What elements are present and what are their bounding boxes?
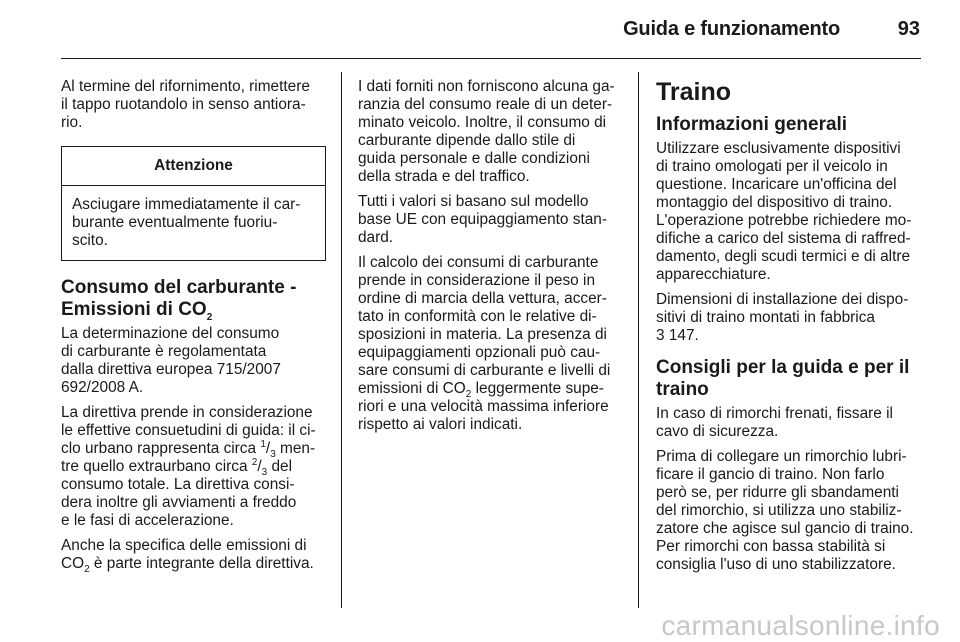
text-run: clo urbano rappresenta circa xyxy=(61,440,261,457)
text-line: dera inoltre gli avviamenti a freddo xyxy=(61,494,297,511)
subscript: 3 xyxy=(261,467,268,479)
text-line xyxy=(61,555,326,576)
text-line: difiche a carico del sistema di raffred- xyxy=(656,230,911,247)
warning-box-body xyxy=(62,186,325,260)
text-line: Dimensioni di installazione dei dispo- xyxy=(656,291,909,308)
text-line: base UE con equipaggiamento stan- xyxy=(358,211,607,228)
text-line: L'operazione potrebbe richiedere mo- xyxy=(656,212,912,229)
section-title: Guida e funzionamento xyxy=(623,18,840,40)
text-line: consumo totale. La direttiva consi- xyxy=(61,476,295,493)
text-line: il tappo ruotandolo in senso antiora- xyxy=(61,96,306,113)
text-line: di traino omologati per il veicolo in xyxy=(656,158,888,175)
heading-line: Informazioni generali xyxy=(656,114,848,135)
text-run: emissioni di CO xyxy=(358,380,466,397)
heading-line: Consumo del carburante - xyxy=(61,277,297,298)
text-line: però se, per ridurre gli sbandamenti xyxy=(656,484,899,501)
text-line: minato veicolo. Inoltre, il consumo di xyxy=(358,114,607,131)
text-line xyxy=(61,456,326,479)
text-line: riori e una velocità massima inferiore xyxy=(358,398,609,415)
text-line: Tutti i valori si basano sul modello xyxy=(358,193,589,210)
superscript: 2 xyxy=(251,456,258,468)
consumption-paragraph-1 xyxy=(61,325,326,397)
towing-title: Traino xyxy=(656,78,732,106)
text-line: rispetto ai valori indicati. xyxy=(358,416,523,433)
text-line: del rimorchio, si utilizza uno stabiliz- xyxy=(656,502,902,519)
lubrication-paragraph xyxy=(656,448,921,574)
text-line: Anche la specifica delle emissioni di xyxy=(61,537,307,554)
refuel-paragraph xyxy=(61,78,326,132)
subscript: 2 xyxy=(206,311,213,323)
text-line: La determinazione del consumo xyxy=(61,325,280,342)
text-line: zatore che agisce sul gancio di traino. xyxy=(656,520,914,537)
heading-line xyxy=(61,299,326,321)
text-line: ficare il gancio di traino. Non farlo xyxy=(656,466,885,483)
superscript: 1 xyxy=(260,438,266,450)
subscript: 2 xyxy=(84,564,90,576)
braked-trailer-paragraph xyxy=(656,405,921,441)
general-info-heading xyxy=(656,114,921,136)
text-run: men- xyxy=(275,440,316,457)
text-run: / xyxy=(265,440,271,457)
fuel-consumption-heading xyxy=(61,277,326,321)
consumption-paragraph-2 xyxy=(61,404,326,530)
text-line: della strada e del traffico. xyxy=(358,168,530,185)
text-line: rio. xyxy=(61,114,83,131)
text-line: scito. xyxy=(72,232,108,249)
text-line: ranzia del consumo reale di un deter- xyxy=(358,96,613,113)
warning-box xyxy=(61,146,326,261)
column-divider-2 xyxy=(638,72,639,608)
consumption-paragraph-3 xyxy=(61,537,326,576)
warning-box-title: Attenzione xyxy=(62,147,325,186)
text-line: montaggio del dispositivo di traino. xyxy=(656,194,893,211)
text-run: del xyxy=(267,458,293,475)
text-line: burante eventualmente fuoriu- xyxy=(72,214,278,231)
text-line: e le fasi di accelerazione. xyxy=(61,512,234,529)
text-line: sare consumi di carburante e livelli di xyxy=(358,362,611,379)
page-reference-link[interactable] xyxy=(656,327,921,345)
text-run: tre quello extraurbano circa xyxy=(61,458,252,475)
text-line xyxy=(61,438,326,461)
text-line: questione. Incaricare un'officina del xyxy=(656,176,897,193)
header-divider xyxy=(61,58,921,59)
text-line: I dati forniti non forniscono alcuna ga- xyxy=(358,78,615,95)
column-divider-1 xyxy=(341,72,342,608)
text-run: leggermente supe- xyxy=(471,380,604,397)
subscript: 2 xyxy=(465,389,472,401)
page-number: 93 xyxy=(897,18,920,40)
text-line: Prima di collegare un rimorchio lubri- xyxy=(656,448,907,465)
text-line: In caso di rimorchi frenati, fissare il xyxy=(656,405,893,422)
text-line: guida personale e dalle condizioni xyxy=(358,150,590,167)
watermark: carmanualsonline.info xyxy=(661,610,940,641)
text-line: apparecchiature. xyxy=(656,266,771,283)
text-line: di carburante è regolamentata xyxy=(61,343,267,360)
reference-arrow-icon: 3 xyxy=(656,327,665,344)
text-run: è parte integrante della direttiva. xyxy=(89,555,314,572)
text-line: Il calcolo dei consumi di carburante xyxy=(358,254,599,271)
calculation-paragraph xyxy=(358,254,623,434)
text-line: prende in considerazione il peso in xyxy=(358,272,595,289)
heading-text: Emissioni di CO xyxy=(61,299,207,320)
column-1 xyxy=(61,78,326,580)
column-2 xyxy=(358,78,623,441)
text-line: Asciugare immediatamente il car- xyxy=(72,196,301,213)
base-model-paragraph xyxy=(358,193,623,247)
text-line: sitivi di traino montati in fabbrica xyxy=(656,309,875,326)
text-line: sposizioni in materia. La presenza di xyxy=(358,326,607,343)
text-line: Utilizzare esclusivamente dispositivi xyxy=(656,140,901,157)
text-line: carburante dipende dallo stile di xyxy=(358,132,576,149)
subscript: 3 xyxy=(270,449,276,461)
text-run: CO xyxy=(61,555,85,572)
text-line: Per rimorchi con bassa stabilità si xyxy=(656,538,886,555)
text-line xyxy=(358,380,623,401)
column-3 xyxy=(656,78,921,581)
text-line: cavo di sicurezza. xyxy=(656,423,779,440)
reference-page: 147. xyxy=(664,327,699,344)
installation-dimensions-paragraph xyxy=(656,291,921,345)
data-disclaimer-paragraph xyxy=(358,78,623,186)
text-line: dalla direttiva europea 715/2007 xyxy=(61,361,281,378)
towing-general-paragraph xyxy=(656,140,921,284)
text-line: ordine di marcia della vettura, accer- xyxy=(358,290,607,307)
heading-line: traino xyxy=(656,379,709,400)
text-line: equipaggiamenti opzionali può cau- xyxy=(358,344,601,361)
text-line: dard. xyxy=(358,229,394,246)
text-run: / xyxy=(257,458,262,475)
text-line: consiglia l'uso di uno stabilizzatore. xyxy=(656,556,896,573)
text-line: Al termine del rifornimento, rimettere xyxy=(61,78,310,95)
towing-tips-heading xyxy=(656,357,921,401)
text-line: tato in conformità con le relative di- xyxy=(358,308,597,325)
text-line: 692/2008 A. xyxy=(61,379,144,396)
heading-line: Consigli per la guida e per il xyxy=(656,357,910,378)
text-line: La direttiva prende in considerazione xyxy=(61,404,313,421)
text-line: le effettive consuetudini di guida: il ci- xyxy=(61,422,316,439)
text-line: damento, degli scudi termici e di altre xyxy=(656,248,911,265)
